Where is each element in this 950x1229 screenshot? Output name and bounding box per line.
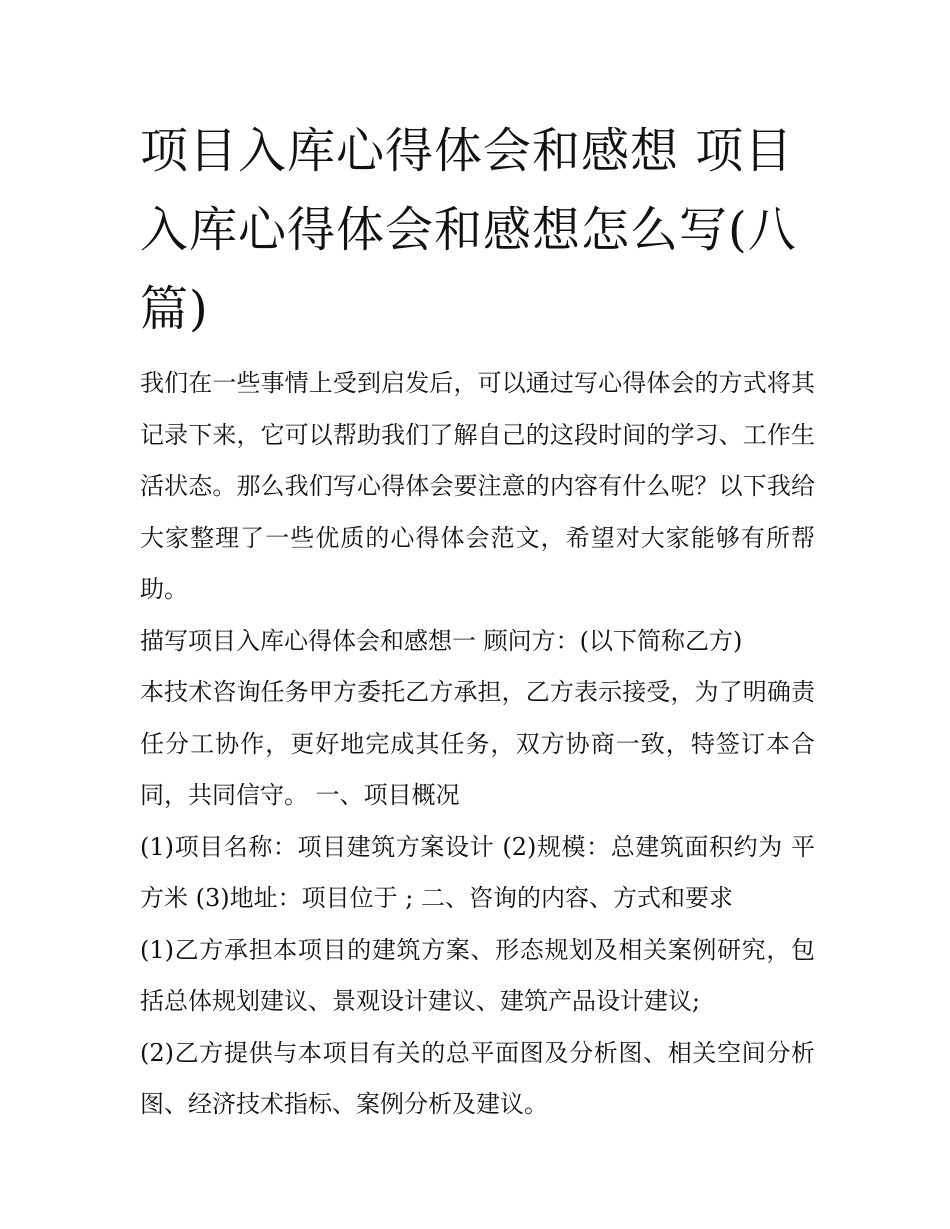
document-page [140,112,815,1131]
document-title: 项目入库心得体会和感想 项目入库心得体会和感想怎么写(八篇) [140,123,797,337]
consulting-item-2-paragraph: (2)乙方提供与本项目有关的总平面图及分析图、相关空间分析图、经济技术指标、案例分析及建议。 [140,1038,815,1118]
contract-intro-paragraph: 本技术咨询任务甲方委托乙方承担，乙方表示接受，为了明确责任分工协作，更好地完成其任务，双方协商一致，特签订本合同，共同信守。 一、项目概况 [140,678,815,809]
section-heading-paragraph: 描写项目入库心得体会和感想一 顾问方：(以下简称乙方) [140,626,743,655]
consulting-item-1-paragraph: (1)乙方承担本项目的建筑方案、形态规划及相关案例研究，包括总体规划建议、景观设计建议、建筑产品设计建议; [140,935,815,1015]
intro-paragraph: 我们在一些事情上受到启发后，可以通过写心得体会的方式将其记录下来，它可以帮助我们了解自己的这段时间的学习、工作生活状态。那么我们写心得体会要注意的内容有什么呢？以下我给大家整理了一些优质的心得体会范文，希望对大家能够有所帮助。 [140,369,815,603]
project-overview-paragraph: (1)项目名称：项目建筑方案设计 (2)规模：总建筑面积约为 平方米 (3)地址：项目位于 ; 二、咨询的内容、方式和要求 [140,832,815,912]
